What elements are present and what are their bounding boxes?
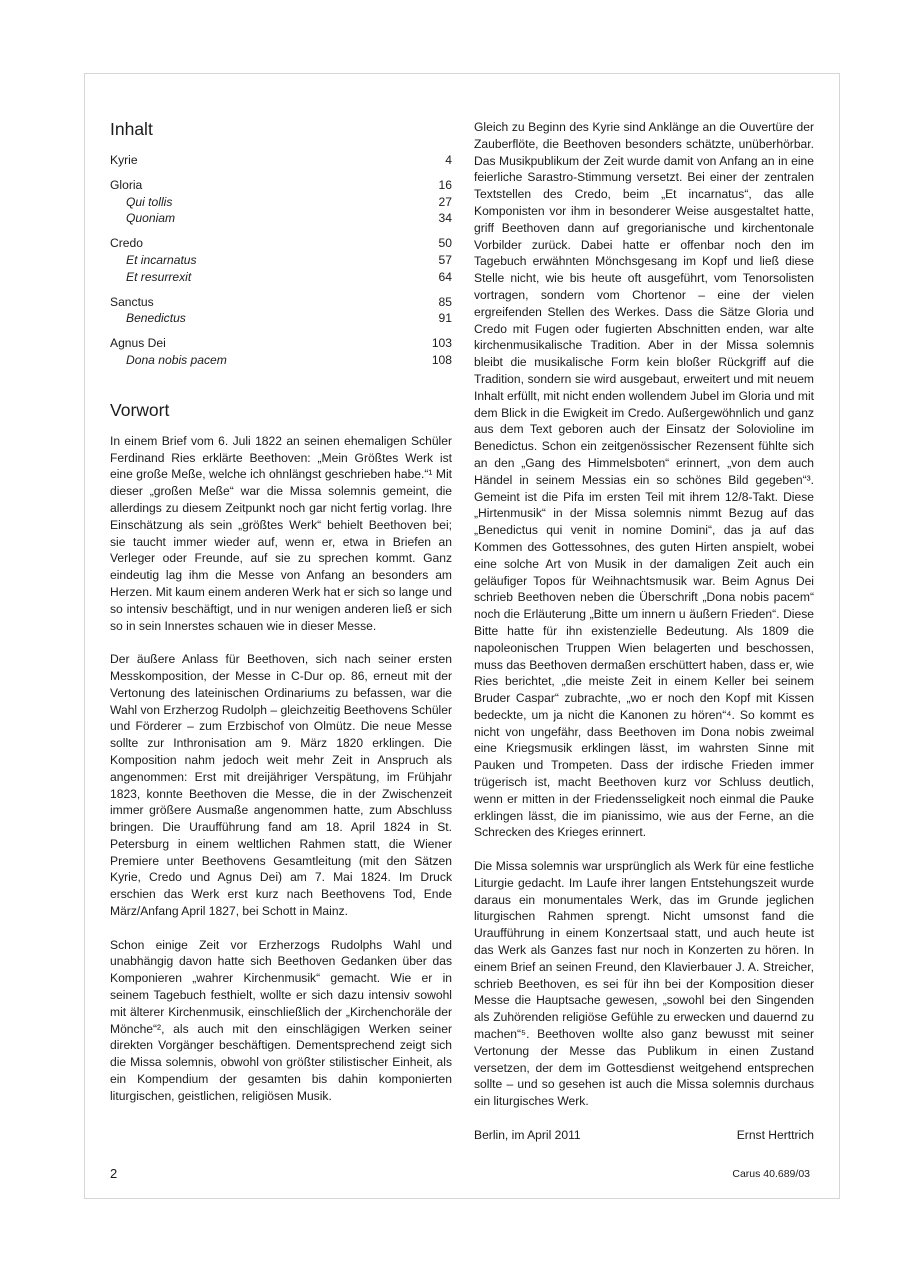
author-name: Ernst Herttrich bbox=[736, 1127, 814, 1142]
toc-subentry bbox=[110, 352, 452, 369]
vorwort-heading: Vorwort bbox=[110, 399, 170, 420]
toc-page-number: 4 bbox=[445, 153, 452, 167]
catalog-reference: Carus 40.689/03 bbox=[732, 1168, 810, 1180]
toc-title: Quoniam bbox=[126, 211, 176, 226]
toc-page-number: 57 bbox=[438, 252, 452, 267]
toc-page-number: 50 bbox=[438, 236, 452, 251]
toc-list bbox=[110, 152, 452, 369]
toc-page-number: 64 bbox=[438, 269, 452, 284]
toc-title: Dona nobis pacem bbox=[126, 352, 227, 367]
signature bbox=[474, 1127, 814, 1144]
toc-page-number: 27 bbox=[438, 194, 452, 209]
toc-entry bbox=[110, 294, 452, 311]
toc-title: Gloria bbox=[110, 177, 143, 192]
toc-subentry bbox=[110, 269, 452, 286]
toc-group bbox=[110, 152, 452, 169]
vorwort-paragraph: In einem Brief vom 6. Juli 1822 an seinen ehemaligen Schüler Ferdinand Ries erklärte Beethoven: „Mein Größtes Werk ist eine große Meße, welche ich ohnlängst geschrieben habe.“¹ Mit dieser „großen Meße“ war die Missa solemnis gemeint, die allerdings zu diesem Zeitpunkt noch gar nicht fertig vorlag. Ihre Einschätzung als sein „größtes Werk“ behielt Beethoven bei; sie taucht immer wieder auf, wenn er, etwa in Briefen an Verleger oder Freunde, auf sie zu sprechen kommt. Ganz eindeutig lag ihm die Messe von Anfang an besonders am Herzen. Mit kaum einem anderen Werk hat er sich so lange und so intensiv beschäftigt, und in nur wenigen anderen ließ er sich so in sein Innerstes schauen wie in dieser Messe. bbox=[110, 433, 452, 633]
toc-subentry bbox=[110, 210, 452, 227]
toc-entry bbox=[110, 152, 452, 169]
toc-group bbox=[110, 235, 452, 285]
place-date: Berlin, im April 2011 bbox=[474, 1127, 581, 1142]
toc-entry bbox=[110, 177, 452, 194]
toc-title: Agnus Dei bbox=[110, 336, 166, 351]
toc-title: Et incarnatus bbox=[126, 252, 197, 267]
toc-group bbox=[110, 294, 452, 328]
toc-subentry bbox=[110, 310, 452, 327]
page-number: 2 bbox=[110, 1166, 118, 1181]
toc-page-number: 103 bbox=[431, 336, 452, 351]
toc-title: Et resurrexit bbox=[126, 269, 192, 284]
vorwort-paragraph: Die Missa solemnis war ursprünglich als Werk für eine festliche Liturgie gedacht. Im Laufe ihrer langen Entstehungszeit wurde daraus ein monumentales Werk, das im Grunde jeglichen liturgischen Rahmen sprengt. Nicht umsonst fand die Uraufführung in einem Konzertsaal statt, und auch heute ist das Werk als Ganzes fast nur noch in Konzerten zu hören. In einem Brief an seinen Freund, den Klavierbauer J. A. Streicher, schrieb Beethoven, es sei für ihn bei der Komposition dieser Messe die Hauptsache gewesen, „sowohl bei den Singenden als Zuhörenden religiöse Gefühle zu erwecken und dauernd zu machen“⁵. Beethoven wollte also ganz bewusst mit seiner Vertonung der Messe das Publikum in einen Zustand versetzen, der dem im Gottesdienst weitgehend entsprechen sollte – und so gesehen ist auch die Missa solemnis durchaus ein liturgisches Werk. bbox=[474, 859, 814, 1109]
toc-heading: Inhalt bbox=[110, 119, 153, 139]
toc-title: Kyrie bbox=[110, 153, 138, 167]
toc-subentry bbox=[110, 194, 452, 211]
toc-title: Benedictus bbox=[126, 311, 186, 326]
toc-title: Credo bbox=[110, 236, 143, 251]
toc-group bbox=[110, 177, 452, 227]
right-column bbox=[474, 119, 814, 1144]
toc-entry bbox=[110, 235, 452, 252]
toc-page-number: 91 bbox=[438, 311, 452, 326]
toc-page-number: 16 bbox=[438, 177, 452, 192]
vorwort-paragraph: Gleich zu Beginn des Kyrie sind Anklänge an die Ouvertüre der Zauberflöte, die Beethoven besonders schätzte, unüberhörbar. Das Musikpublikum der Zeit wurde damit von Anfang an in eine feierliche Sarastro-Stimmung versetzt. Bei einer der zentralen Textstellen des Credo, beim „Et incarnatus“, das alle Komponisten vor ihm in besonderer Weise ausgestaltet hatte, griff Beethoven dann auf gregorianische und kirchentonale Vorbilder zurück. Dabei hatte er offenbar noch den im Tagebuch erwähnten Mönchsgesang im Kopf und ließ diese Stelle nicht, wie bis heute oft ausgeführt, vom Tenorsolisten vortragen, sondern vom Chortenor – eine der vielen ergreifenden Stellen des Werkes. Dass die Sätze Gloria und Credo mit Fugen oder fugierten Abschnitten enden, war alte kirchenmusikalische Tradition. Aber in der Missa solemnis bleibt die musikalische Form kein bloßer Rückgriff auf die Tradition, sondern sie wird ausgebaut, erweitert und mit neuem Inhalt erfüllt, mit nicht enden wollendem Jubel im Gloria und mit dem Blick in die Ewigkeit im Credo. Außergewöhnlich und ganz aus dem Text geboren auch der Einsatz der Solovioline im Benedictus. Schon ein zeitgenössischer Rezensent fühlte sich an den „Gang des Himmelsboten“ erinnert, „von dem auch Händel in seinem Messias ein so schönes Bild gegeben“³. Gemeint ist die Pifa im ersten Teil mit ihrem 12/8-Takt. Diese „Hirtenmusik“ in der Missa solemnis nimmt Bezug auf das „Benedictus qui venit in nomine Domini“, das ja auf das Kommen des Gottessohnes, des guten Hirten anspielt, wobei eine solche Art von Musik in der damaligen Zeit auch ein geläufiger Topos für Weihnachtsmusik war. Beim Agnus Dei schrieb Beethoven neben die Überschrift „Dona nobis pacem“ noch die Erläuterung „Bitte um innern u äußern Frieden“. Diese Bitte hatte für ihn existenzielle Bedeutung. Als 1809 die napoleonischen Truppen Wien belagerten und beschossen, muss das Beethoven dermaßen erschüttert haben, dass er, wie Ries berichtet, „die meiste Zeit in einem Keller bei seinem Bruder Caspar“ zubrachte, „wo er noch den Kopf mit Kissen bedeckte, um ja nicht die Kanonen zu hören“⁴. So kommt es nicht von ungefähr, dass Beethoven im Dona nobis zweimal eine Kriegsmusik erklingen lässt, im wahrsten Sinne mit Pauken und Trompeten. Dass der irdische Frieden immer trügerisch ist, macht Beethoven kurz vor Schluss deutlich, wenn er mitten in der Friedensseligkeit noch einmal die Pauke erklingen lässt, die im pianissimo, wie aus der Ferne, an die Schrecken des Krieges erinnert. bbox=[474, 120, 814, 840]
toc-page-number: 34 bbox=[438, 211, 452, 226]
vorwort-paragraph: Schon einige Zeit vor Erzherzogs Rudolphs Wahl und unabhängig davon hatte sich Beethoven Gedanken über das Komponieren „wahrer Kirchenmusik“ gemacht. Wie er in seinem Tagebuch festhielt, wollte er sich dazu intensiv sowohl mit älterer Kirchenmusik, einschließlich der „Kirchenchoräle der Mönche“², als auch mit den einschlägigen Werken seiner direkten Vorgänger beschäftigen. Dementsprechend zeigt sich die Missa solemnis, obwohl von größter stilistischer Einheit, als ein Kompendium der gesamten bis dahin komponierten liturgischen, geistlichen, religiösen Musik. bbox=[110, 937, 452, 1103]
toc-entry bbox=[110, 335, 452, 352]
toc-page-number: 85 bbox=[438, 294, 452, 309]
toc-title: Qui tollis bbox=[126, 194, 173, 209]
vorwort-paragraph: Der äußere Anlass für Beethoven, sich nach seiner ersten Messkomposition, der Messe in C-Dur op. 86, erneut mit der Vertonung des lateinischen Ordinariums zu befassen, war die Wahl von Erzherzog Rudolph – gleichzeitig Beethovens Schüler und Förderer – zum Erzbischof von Olmütz. Die neue Messe sollte zur Inthronisation am 9. März 1820 erklingen. Die Komposition nahm jedoch weit mehr Zeit in Anspruch als angenommen: Erst mit dreijähriger Verspätung, im Frühjahr 1823, konnte Beethoven die Messe, die in der Zwischenzeit immer größere Ausmaße angenommen hatte, zum Abschluss bringen. Die Uraufführung fand am 18. April 1824 in St. Petersburg in einem weltlichen Rahmen statt, die Wiener Premiere unter Beethovens Gesamtleitung (mit den Sätzen Kyrie, Credo und Agnus Dei) am 7. Mai 1824. Im Druck erschien das Werk erst kurz nach Beethovens Tod, Ende März/Anfang April 1827, bei Schott in Mainz. bbox=[110, 652, 452, 919]
left-column bbox=[110, 118, 452, 1121]
toc-subentry bbox=[110, 252, 452, 269]
toc-page-number: 108 bbox=[431, 352, 452, 367]
toc-group bbox=[110, 335, 452, 369]
toc-title: Sanctus bbox=[110, 294, 154, 309]
